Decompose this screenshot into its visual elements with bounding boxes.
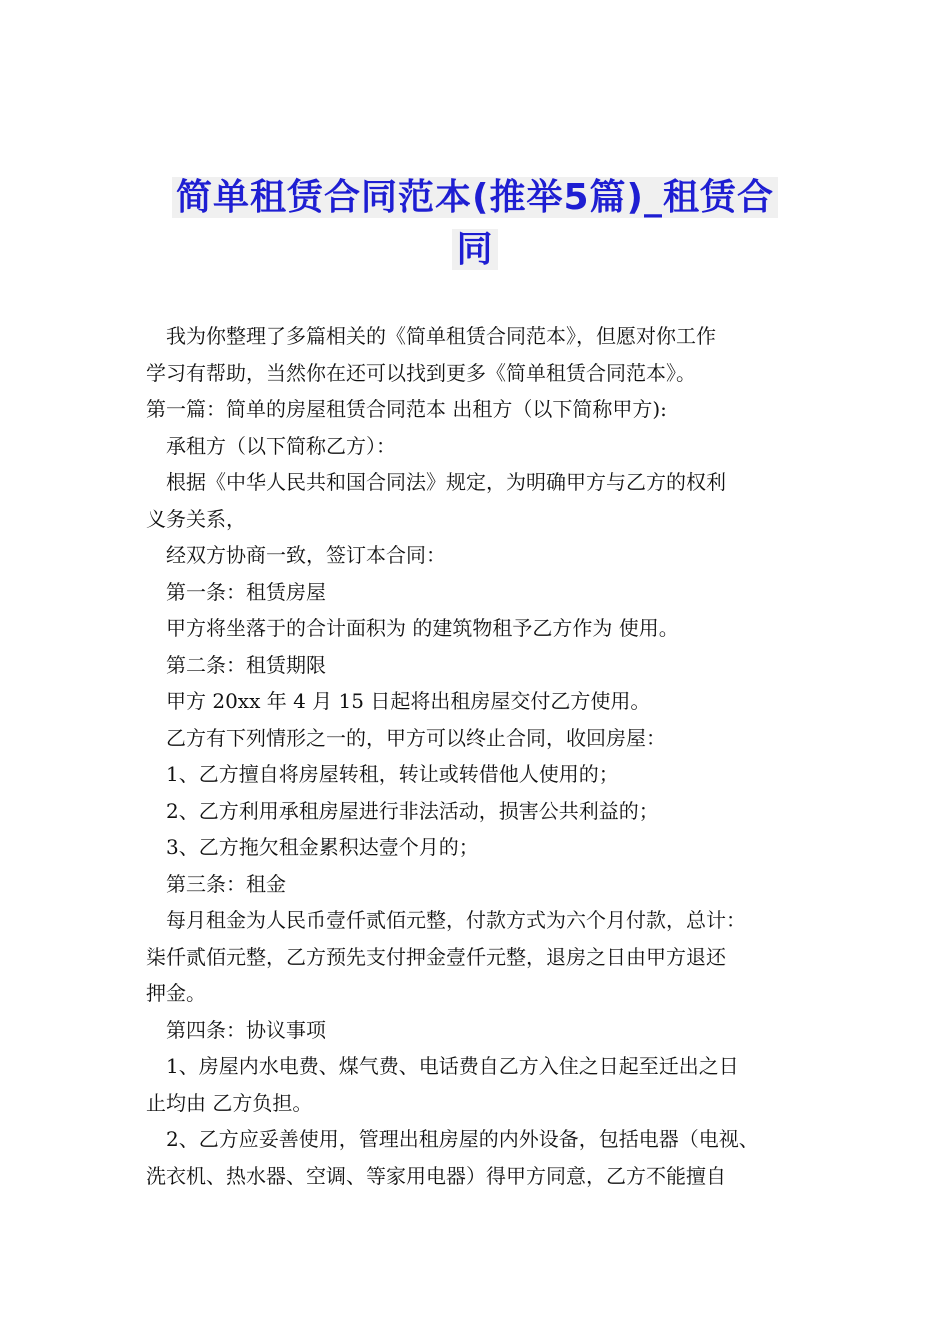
list-item: 3、乙方拖欠租金累积达壹个月的； <box>166 835 479 859</box>
body-line: 根据《中华人民共和国合同法》规定，为明确甲方与乙方的权利 <box>166 470 726 494</box>
body-line: 承租方（以下简称乙方）： <box>166 433 396 458</box>
body-line: 押金。 <box>146 981 206 1005</box>
list-item: 1、乙方擅自将房屋转租，转让或转借他人使用的； <box>166 762 619 786</box>
body-line: 我为你整理了多篇相关的《简单租赁合同范本》，但愿对你工作 <box>166 324 716 348</box>
section-heading: 第一条：租赁房屋 <box>166 579 326 604</box>
list-item: 2、乙方应妥善使用，管理出租房屋的内外设备，包括电器（电视、 <box>166 1127 759 1151</box>
body-line: 甲方 20xx 年 4 月 15 日起将出租房屋交付乙方使用。 <box>166 689 651 713</box>
title-line <box>150 172 800 224</box>
document-title <box>150 172 800 276</box>
body-line: 义务关系， <box>146 506 246 531</box>
body-line: 学习有帮助，当然你在还可以找到更多《简单租赁合同范本》。 <box>146 360 696 385</box>
body-line: 第一篇：简单的房屋租赁合同范本 出租方（以下简称甲方): <box>146 397 667 421</box>
body-line: 每月租金为人民币壹仟贰佰元整，付款方式为六个月付款，总计： <box>166 908 746 932</box>
body-line: 柒仟贰佰元整，乙方预先支付押金壹仟元整，退房之日由甲方退还 <box>146 944 726 969</box>
document-body <box>146 318 826 1194</box>
title-line-text: 同 <box>452 229 497 270</box>
body-line: 乙方有下列情形之一的，甲方可以终止合同，收回房屋： <box>166 725 666 750</box>
title-line-text: 简单租赁合同范本(推举5篇)_租赁合 <box>172 177 778 218</box>
list-item: 1、房屋内水电费、煤气费、电话费自乙方入住之日起至迁出之日 <box>166 1054 739 1078</box>
body-line: 经双方协商一致，签订本合同： <box>166 543 446 567</box>
section-heading: 第二条：租赁期限 <box>166 652 326 677</box>
body-line: 洗衣机、热水器、空调、等家用电器）得甲方同意，乙方不能擅自 <box>146 1163 726 1188</box>
body-line: 止均由 乙方负担。 <box>146 1090 313 1115</box>
section-heading: 第四条：协议事项 <box>166 1017 326 1042</box>
title-line <box>150 224 800 276</box>
list-item: 2、乙方利用承租房屋进行非法活动，损害公共利益的； <box>166 798 659 823</box>
body-line: 甲方将坐落于的合计面积为 的建筑物租予乙方作为 使用。 <box>166 616 679 640</box>
section-heading: 第三条：租金 <box>166 871 286 896</box>
